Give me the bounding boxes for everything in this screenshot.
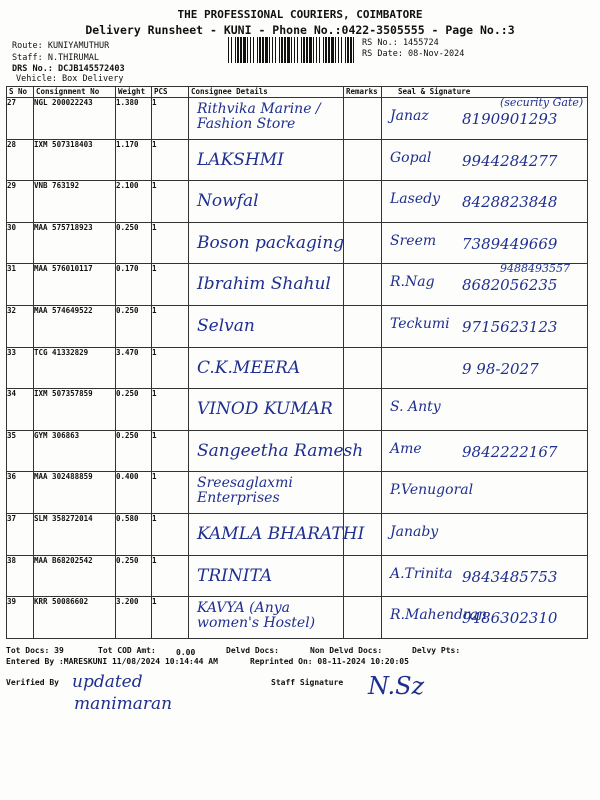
row-sno: 28 <box>7 139 34 181</box>
row-remarks <box>344 347 382 389</box>
barcode-bar <box>319 37 320 63</box>
barcode-bar <box>335 37 336 63</box>
row-sno: 38 <box>7 555 34 597</box>
total-docs: Tot Docs: 39 <box>6 646 64 655</box>
row-weight: 0.250 <box>116 555 152 597</box>
row-consignment: MAA 575718923 <box>34 222 116 264</box>
barcode-bar <box>259 37 261 63</box>
row-sno: 34 <box>7 389 34 431</box>
barcode-bar <box>331 37 334 63</box>
barcode-bar <box>325 37 327 63</box>
row-consignee <box>189 222 344 264</box>
row-consignee <box>189 181 344 223</box>
company-title: THE PROFESSIONAL COURIERS, COIMBATORE <box>177 8 423 21</box>
rs-number: RS No.: 1455724 <box>362 38 439 48</box>
col-weight: Weight <box>116 87 152 98</box>
table-row <box>7 264 588 306</box>
row-weight: 0.170 <box>116 264 152 306</box>
phone-handwriting: 8682056235 <box>462 276 558 295</box>
barcode <box>228 37 354 63</box>
entered-by: Entered By :MARESKUNI 11/08/2024 10:14:44 AM <box>6 657 218 666</box>
row-sno: 33 <box>7 347 34 389</box>
phone-handwriting: 9 98-2027 <box>462 359 539 378</box>
barcode-bar <box>353 37 354 63</box>
row-consignee <box>189 555 344 597</box>
row-weight: 0.400 <box>116 472 152 514</box>
barcode-bar <box>284 37 286 63</box>
row-remarks <box>344 264 382 306</box>
row-pcs: 1 <box>152 389 189 431</box>
row-remarks <box>344 222 382 264</box>
consignee-handwriting: Rithvika Marine / Fashion Store <box>197 101 321 132</box>
barcode-bar <box>291 37 292 63</box>
phone-handwriting: 8428823848 <box>462 193 558 212</box>
note-handwriting: 9488493557 <box>500 262 570 276</box>
row-remarks <box>344 98 382 140</box>
phone-handwriting: 9944284277 <box>462 151 558 170</box>
row-seal-signature <box>382 139 588 181</box>
barcode-bar <box>350 37 352 63</box>
phone-handwriting: 9486302310 <box>462 609 558 628</box>
row-consignee <box>189 513 365 555</box>
barcode-bar <box>257 37 258 63</box>
row-seal-signature <box>382 430 588 472</box>
verified-by-label: Verified By <box>6 678 59 687</box>
table-row <box>7 139 588 181</box>
phone-handwriting: 7389449669 <box>462 234 558 253</box>
table-row <box>7 222 588 264</box>
row-sno: 31 <box>7 264 34 306</box>
note-handwriting: (security Gate) <box>500 96 584 109</box>
row-sno: 36 <box>7 472 34 514</box>
row-consignment: SLM 358272014 <box>34 513 116 555</box>
barcode-bar <box>294 37 295 63</box>
row-consignment: KRR 50086602 <box>34 597 116 639</box>
barcode-bar <box>228 37 229 63</box>
barcode-bar <box>243 37 246 63</box>
barcode-bar <box>275 37 276 63</box>
consignee-handwriting: TRINITA <box>197 565 273 586</box>
barcode-bar <box>237 37 239 63</box>
phone-handwriting: 9715623123 <box>462 317 558 336</box>
col-seal: Seal & Signature <box>382 87 588 98</box>
consignee-handwriting: C.K.MEERA <box>197 357 301 378</box>
table-row <box>7 430 588 472</box>
row-pcs: 1 <box>152 597 189 639</box>
consignee-handwriting: KAMLA BHARATHI <box>197 523 365 544</box>
row-consignment: TCG 41332829 <box>34 347 116 389</box>
row-seal-signature <box>382 305 588 347</box>
row-sno: 35 <box>7 430 34 472</box>
barcode-bar <box>338 37 339 63</box>
rs-date: RS Date: 08-Nov-2024 <box>362 49 465 59</box>
row-consignment: MAA 302488859 <box>34 472 116 514</box>
row-weight: 0.580 <box>116 513 152 555</box>
table-row <box>7 472 588 514</box>
row-consignee <box>189 139 344 181</box>
row-remarks <box>344 139 382 181</box>
drs-number: DRS No.: DCJB145572403 <box>12 64 125 74</box>
total-cod-label: Tot COD Amt: <box>98 646 156 655</box>
row-seal-signature <box>382 472 588 514</box>
row-consignment: VNB 763192 <box>34 181 116 223</box>
row-consignee <box>189 597 344 639</box>
barcode-bar <box>287 37 290 63</box>
consignee-handwriting: Nowfal <box>197 191 259 212</box>
row-pcs: 1 <box>152 181 189 223</box>
barcode-bar <box>323 37 324 63</box>
consignee-handwriting: LAKSHMI <box>197 149 284 170</box>
table-row <box>7 181 588 223</box>
row-consignment: NGL 200022243 <box>34 98 116 140</box>
col-remarks: Remarks <box>344 87 382 98</box>
row-seal-signature <box>382 597 588 639</box>
row-remarks <box>344 430 382 472</box>
delivery-table <box>6 86 588 639</box>
row-consignee <box>189 472 344 514</box>
barcode-bar <box>345 37 346 63</box>
row-pcs: 1 <box>152 264 189 306</box>
delivery-points: Delvy Pts: <box>412 646 461 655</box>
barcode-bar <box>303 37 305 63</box>
row-consignment: MAA 576010117 <box>34 264 116 306</box>
barcode-bar <box>301 37 302 63</box>
row-remarks <box>344 181 382 223</box>
signature-handwriting: Teckumi <box>390 315 450 332</box>
consignee-handwriting: Sreesaglaxmi Enterprises <box>197 475 293 507</box>
signature-handwriting: R.Mahendran <box>390 607 488 624</box>
signature-handwriting: Lasedy <box>390 191 440 208</box>
row-seal-signature <box>382 555 588 597</box>
table-row <box>7 555 588 597</box>
barcode-bar <box>306 37 308 63</box>
signature-handwriting: Gopal <box>390 149 432 166</box>
barcode-bar <box>281 37 283 63</box>
col-consignee: Consignee Details <box>189 87 344 98</box>
signature-handwriting: Janaz <box>390 108 429 124</box>
row-pcs: 1 <box>152 98 189 140</box>
route-label: Route: KUNIYAMUTHUR <box>12 41 110 51</box>
delivered-docs: Delvd Docs: <box>226 646 279 655</box>
staff-signature-label: Staff Signature <box>271 678 344 687</box>
row-weight: 0.250 <box>116 305 152 347</box>
barcode-bar <box>297 37 298 63</box>
row-consignment: IXM 507357859 <box>34 389 116 431</box>
row-sno: 39 <box>7 597 34 639</box>
row-pcs: 1 <box>152 139 189 181</box>
barcode-bar <box>341 37 342 63</box>
consignee-handwriting: KAVYA (Anya women's Hostel) <box>197 600 316 632</box>
row-consignee <box>189 430 364 472</box>
barcode-bar <box>347 37 349 63</box>
row-seal-signature <box>382 98 588 140</box>
row-seal-signature <box>382 264 588 306</box>
row-consignment: GYM 306863 <box>34 430 116 472</box>
row-remarks <box>344 513 382 555</box>
row-weight: 3.200 <box>116 597 152 639</box>
verified-handwriting-2: manimaran <box>74 694 173 714</box>
signature-handwriting: S. Anty <box>390 399 441 416</box>
row-seal-signature <box>382 347 588 389</box>
row-seal-signature <box>382 389 588 431</box>
row-pcs: 1 <box>152 305 189 347</box>
barcode-bar <box>240 37 242 63</box>
row-pcs: 1 <box>152 555 189 597</box>
barcode-bar <box>272 37 273 63</box>
barcode-bar <box>247 37 248 63</box>
runsheet-title: Delivery Runsheet - KUNI - Phone No.:0422-3505555 - Page No.:3 <box>85 23 515 37</box>
table-row <box>7 347 588 389</box>
barcode-bar <box>309 37 312 63</box>
phone-handwriting: 8190901293 <box>462 110 558 128</box>
row-consignment: IXM 507318403 <box>34 139 116 181</box>
row-weight: 1.380 <box>116 98 152 140</box>
row-remarks <box>344 305 382 347</box>
row-consignee <box>189 305 344 347</box>
consignee-handwriting: Boson packaging <box>197 232 345 253</box>
signature-handwriting: Sreem <box>390 232 437 249</box>
col-pcs: PCS <box>152 87 189 98</box>
barcode-bar <box>279 37 280 63</box>
consignee-handwriting: Selvan <box>197 315 255 336</box>
row-consignee <box>189 389 344 431</box>
barcode-bar <box>235 37 236 63</box>
row-sno: 27 <box>7 98 34 140</box>
barcode-bar <box>250 37 251 63</box>
verified-handwriting: updated <box>72 672 143 692</box>
row-sno: 30 <box>7 222 34 264</box>
signature-handwriting: Ame <box>390 440 422 457</box>
table-row <box>7 513 588 555</box>
row-consignee <box>189 98 344 140</box>
row-remarks <box>344 597 382 639</box>
barcode-bar <box>231 37 232 63</box>
row-weight: 0.250 <box>116 389 152 431</box>
phone-handwriting: 9843485753 <box>462 567 558 586</box>
row-seal-signature <box>382 222 588 264</box>
barcode-bar <box>262 37 264 63</box>
row-weight: 0.250 <box>116 222 152 264</box>
table-row <box>7 305 588 347</box>
consignee-handwriting: Ibrahim Shahul <box>197 274 331 295</box>
row-weight: 3.470 <box>116 347 152 389</box>
table-row <box>7 389 588 431</box>
vehicle-label: Vehicle: Box Delivery <box>16 74 124 84</box>
row-pcs: 1 <box>152 222 189 264</box>
barcode-bar <box>316 37 317 63</box>
row-sno: 29 <box>7 181 34 223</box>
barcode-bar <box>313 37 314 63</box>
staff-label: Staff: N.THIRUMAL <box>12 53 99 63</box>
row-remarks <box>344 472 382 514</box>
signature-handwriting: A.Trinita <box>390 565 453 582</box>
phone-handwriting: 9842222167 <box>462 442 558 461</box>
col-sno: S No <box>7 87 34 98</box>
consignee-handwriting: Sangeetha Ramesh <box>197 440 364 461</box>
non-delivered-docs: Non Delvd Docs: <box>310 646 383 655</box>
row-sno: 37 <box>7 513 34 555</box>
table-row <box>7 597 588 639</box>
row-consignee <box>189 347 344 389</box>
row-consignee <box>189 264 344 306</box>
barcode-bar <box>269 37 270 63</box>
row-remarks <box>344 555 382 597</box>
signature-handwriting: R.Nag <box>390 274 435 291</box>
consignee-handwriting: VINOD KUMAR <box>197 399 333 420</box>
barcode-bar <box>253 37 254 63</box>
staff-signature: N.Sz <box>368 672 425 700</box>
barcode-bar <box>265 37 268 63</box>
row-pcs: 1 <box>152 430 189 472</box>
row-seal-signature <box>382 181 588 223</box>
signature-handwriting: P.Venugoral <box>390 482 474 499</box>
row-weight: 2.100 <box>116 181 152 223</box>
row-remarks <box>344 389 382 431</box>
row-pcs: 1 <box>152 347 189 389</box>
row-weight: 0.250 <box>116 430 152 472</box>
row-pcs: 1 <box>152 472 189 514</box>
row-consignment: MAA B68202542 <box>34 555 116 597</box>
row-sno: 32 <box>7 305 34 347</box>
row-seal-signature <box>382 513 588 555</box>
signature-handwriting: Janaby <box>390 523 439 540</box>
reprinted-on: Reprinted On: 08-11-2024 10:20:05 <box>250 657 409 666</box>
total-cod-value: 0.00 <box>176 648 196 657</box>
row-weight: 1.170 <box>116 139 152 181</box>
row-consignment: MAA 574649522 <box>34 305 116 347</box>
barcode-bar <box>328 37 330 63</box>
table-row <box>7 98 588 140</box>
row-pcs: 1 <box>152 513 189 555</box>
col-consignment: Consignment No <box>34 87 116 98</box>
